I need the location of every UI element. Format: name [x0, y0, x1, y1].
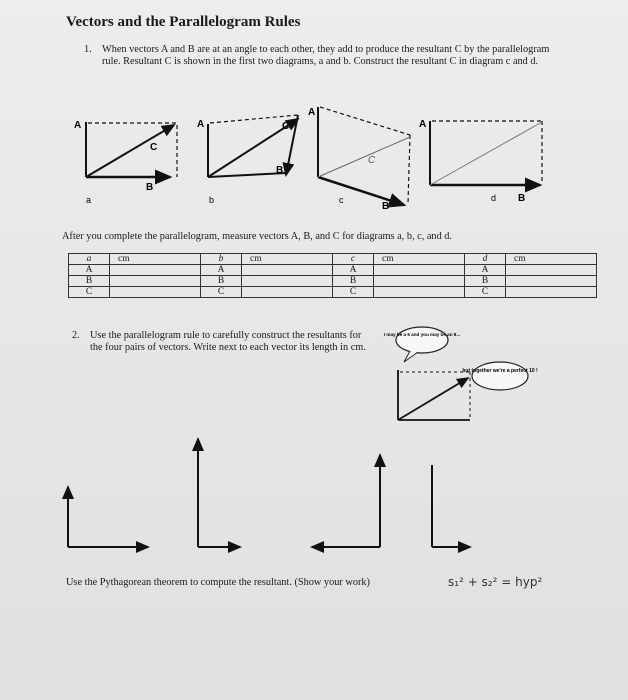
vector-pair-1 — [68, 487, 148, 547]
diagram-d-letter: d — [491, 193, 497, 203]
table-unit-d: cm — [506, 254, 597, 265]
table-row-label: C — [333, 287, 374, 298]
table-row-label: C — [465, 287, 506, 298]
vector-pair-3 — [312, 455, 380, 547]
diagram-b-label-B: B — [276, 165, 284, 176]
table-cell[interactable] — [110, 265, 201, 276]
measurement-table — [68, 253, 597, 298]
table-header-b: b — [201, 254, 242, 265]
diagram-b — [197, 115, 298, 205]
table-cell[interactable] — [242, 276, 333, 287]
speech-bubble-1-text: I may be a 6 and you may be an 8... — [383, 332, 461, 337]
table-unit-c: cm — [374, 254, 465, 265]
vector-pairs — [0, 425, 628, 565]
table-row-label: B — [201, 276, 242, 287]
diagram-a — [74, 120, 177, 205]
parallelogram-diagrams — [0, 95, 628, 225]
table-header-c: c — [333, 254, 374, 265]
table-cell[interactable] — [242, 287, 333, 298]
diagram-b-label-A: A — [197, 119, 205, 130]
table-row-label: B — [333, 276, 374, 287]
speech-bubble-1-tail — [404, 351, 418, 362]
diagram-a-vector-C — [86, 125, 174, 177]
table-row — [69, 276, 597, 287]
question-1-number: 1. — [84, 44, 92, 55]
diagram-b-label-C: C — [282, 121, 290, 132]
table-row-label: B — [69, 276, 110, 287]
handwritten-formula: s₁² + s₂² = hyp² — [448, 575, 543, 589]
diagram-c-dashed-top — [320, 107, 410, 135]
diagram-c-vector-B — [318, 177, 404, 205]
diagram-c — [308, 107, 410, 212]
cartoon-resultant — [398, 378, 468, 420]
table-row-label: C — [201, 287, 242, 298]
table-header-row — [69, 254, 597, 265]
table-cell[interactable] — [506, 265, 597, 276]
diagram-d-label-B: B — [518, 193, 526, 204]
diagram-c-dashed-right — [408, 135, 410, 203]
question-1-text: When vectors A and B are at an angle to each other, they add to produce the resultant C by the parallelogram rule. Resultant C is shown in the first two diagrams, a and b. Construct the resultant C in diagram c and d. — [102, 44, 550, 67]
diagram-c-letter: c — [339, 195, 344, 205]
diagram-d — [419, 119, 542, 204]
question-2 — [72, 330, 372, 354]
table-row-label: A — [333, 265, 374, 276]
diagram-a-label-A: A — [74, 120, 82, 131]
question-2-text: Use the parallelogram rule to carefully construct the resultants for the four pairs of vectors. Write next to each vector its length in cm. — [90, 330, 366, 353]
diagram-c-label-C: C — [368, 155, 376, 166]
table-row-label: A — [201, 265, 242, 276]
table-row-label: A — [465, 265, 506, 276]
diagram-b-base — [208, 173, 286, 177]
table-unit-b: cm — [242, 254, 333, 265]
page-title: Vectors and the Parallelogram Rules — [66, 14, 301, 30]
question-2-number: 2. — [72, 330, 80, 341]
speech-bubble-1 — [396, 327, 448, 353]
table-row — [69, 265, 597, 276]
table-cell[interactable] — [110, 287, 201, 298]
table-row — [69, 287, 597, 298]
diagram-c-vector-C — [318, 137, 410, 177]
table-cell[interactable] — [242, 265, 333, 276]
table-unit-a: cm — [110, 254, 201, 265]
table-header-a: a — [69, 254, 110, 265]
diagram-c-label-B: B — [382, 201, 390, 212]
diagram-a-letter: a — [86, 195, 92, 205]
diagram-a-label-C: C — [150, 142, 158, 153]
speech-bubble-2 — [472, 362, 528, 390]
diagram-b-letter: b — [209, 195, 215, 205]
table-row-label: A — [69, 265, 110, 276]
cartoon-illustration — [380, 320, 550, 430]
measure-instructions: After you complete the parallelogram, measure vectors A, B, and C for diagrams a, b, c, and d. — [62, 231, 453, 242]
vector-pair-4 — [432, 465, 470, 547]
table-cell[interactable] — [506, 287, 597, 298]
table-cell[interactable] — [110, 276, 201, 287]
question-1 — [84, 44, 554, 68]
speech-bubble-2-text: but together we're a perfect 10 ! — [462, 368, 538, 374]
diagram-d-vector-C — [430, 122, 542, 185]
table-row-label: B — [465, 276, 506, 287]
diagram-c-label-A: A — [308, 107, 316, 118]
vector-pair-2 — [198, 439, 240, 547]
diagram-a-label-B: B — [146, 182, 154, 193]
pythagorean-instructions: Use the Pythagorean theorem to compute the resultant. (Show your work) — [66, 577, 370, 588]
table-cell[interactable] — [506, 276, 597, 287]
diagram-d-label-A: A — [419, 119, 427, 130]
table-cell[interactable] — [374, 287, 465, 298]
table-cell[interactable] — [374, 265, 465, 276]
table-row-label: C — [69, 287, 110, 298]
table-cell[interactable] — [374, 276, 465, 287]
table-header-d: d — [465, 254, 506, 265]
